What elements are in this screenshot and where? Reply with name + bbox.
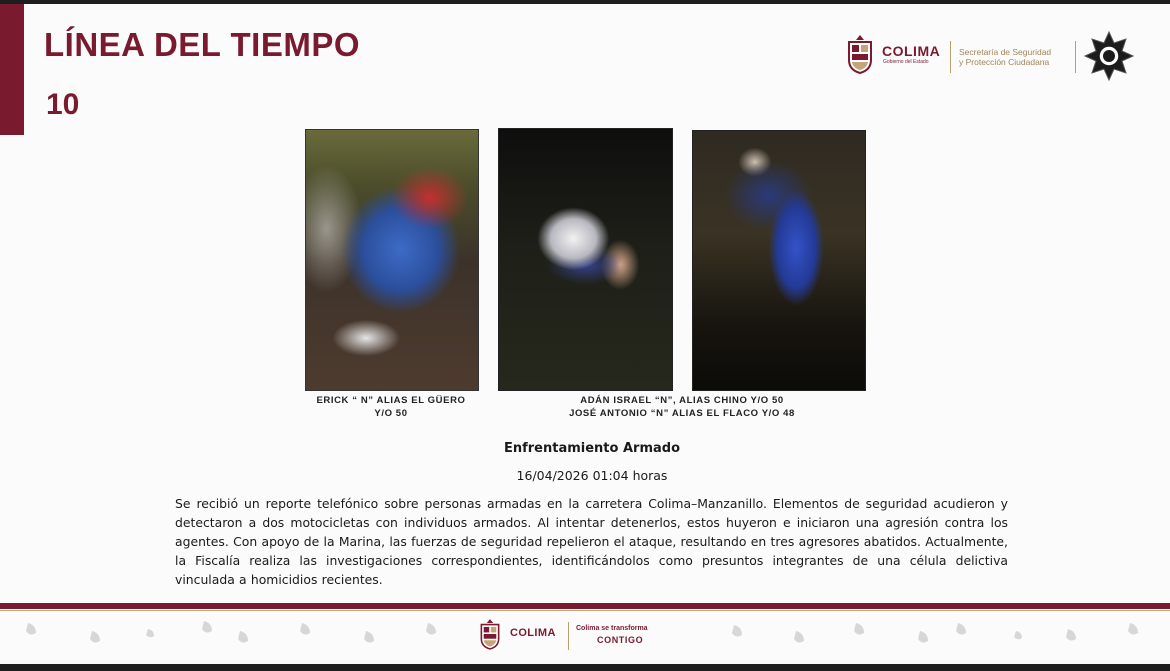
photo-caption-1 [296, 394, 486, 420]
photo-victim-1 [305, 129, 479, 391]
pattern-mark-icon [794, 631, 804, 643]
event-date: 16/04/2026 01:04 horas [516, 468, 668, 483]
pattern-mark-icon [918, 631, 928, 643]
pattern-mark-icon [300, 623, 310, 635]
footer-rule [0, 603, 1170, 609]
pattern-mark-icon [1066, 629, 1076, 641]
slide-number: 10 [46, 88, 80, 121]
page-title: LÍNEA DEL TIEMPO [44, 26, 361, 63]
pattern-mark-icon [26, 623, 36, 635]
pattern-mark-icon [854, 623, 864, 635]
footer-rule-gold [0, 610, 1170, 611]
pattern-mark-icon [426, 623, 436, 635]
pattern-mark-icon [202, 621, 212, 633]
event-title: Enfrentamiento Armado [503, 441, 681, 456]
colima-subtitle: Gobierno del Estado [883, 59, 929, 65]
photo-caption-1-line-2: Y/O 50 [374, 408, 408, 419]
crest-icon [479, 618, 501, 650]
pattern-mark-icon [1014, 631, 1022, 639]
pattern-mark-icon [364, 631, 374, 643]
pattern-mark-icon [238, 631, 248, 643]
star-badge-icon [1084, 31, 1134, 81]
slide [0, 4, 1170, 664]
crest-icon [846, 34, 874, 74]
photo-caption-2 [532, 394, 832, 420]
bottom-strip [0, 664, 1170, 671]
photo-victim-3 [692, 130, 866, 391]
footer-slogan-line-2: CONTIGO [597, 635, 644, 645]
pattern-mark-icon [956, 623, 966, 635]
photo-victim-2 [498, 128, 673, 391]
secretaria-line-1: Secretaría de Seguridad [959, 47, 1052, 57]
pattern-mark-icon [90, 631, 100, 643]
pattern-mark-icon [1128, 623, 1138, 635]
secretaria-line-2: y Protección Ciudadana [959, 57, 1050, 67]
left-accent-bar [0, 4, 24, 135]
photo-caption-2-line-2: JOSÉ ANTONIO “N” ALIAS EL FLACO Y/O 48 [569, 408, 795, 419]
pattern-mark-icon [146, 629, 154, 637]
secretaria-label [959, 47, 1051, 67]
event-description: Se recibió un reporte telefónico sobre personas armadas en la carretera Colima–Manzanillo. Elementos de seguridad acudieron y detectaron a dos motocicletas con individuos armados. Al intentar detenerlos, estos huyeron e iniciaron una agresión contra los agentes. Con apoyo de la Marina, las fuerzas de seguridad repelieron el ataque, resultando en tres agresores abatidos. Actualmente, la Fiscalía realiza las investigaciones correspondientes, identificándolos como presuntos integrantes de una célula delictiva vinculada a homicidios recientes. [175, 496, 1008, 587]
colima-wordmark: COLIMA [882, 43, 941, 59]
photo-caption-1-line-1: ERICK “ N” ALIAS EL GÜERO [316, 395, 466, 406]
footer-colima-wordmark: COLIMA [510, 627, 556, 639]
footer-logo-group [479, 614, 679, 654]
photo-caption-2-line-1: ADÁN ISRAEL “N”, ALIAS CHINO Y/O 50 [580, 395, 784, 406]
header-logo-group [846, 31, 1136, 83]
header-divider-2 [1075, 41, 1076, 73]
footer-divider [568, 622, 569, 650]
header-divider [950, 41, 951, 73]
footer-slogan-line-1: Colima se transforma [576, 625, 648, 632]
pattern-mark-icon [732, 625, 742, 637]
